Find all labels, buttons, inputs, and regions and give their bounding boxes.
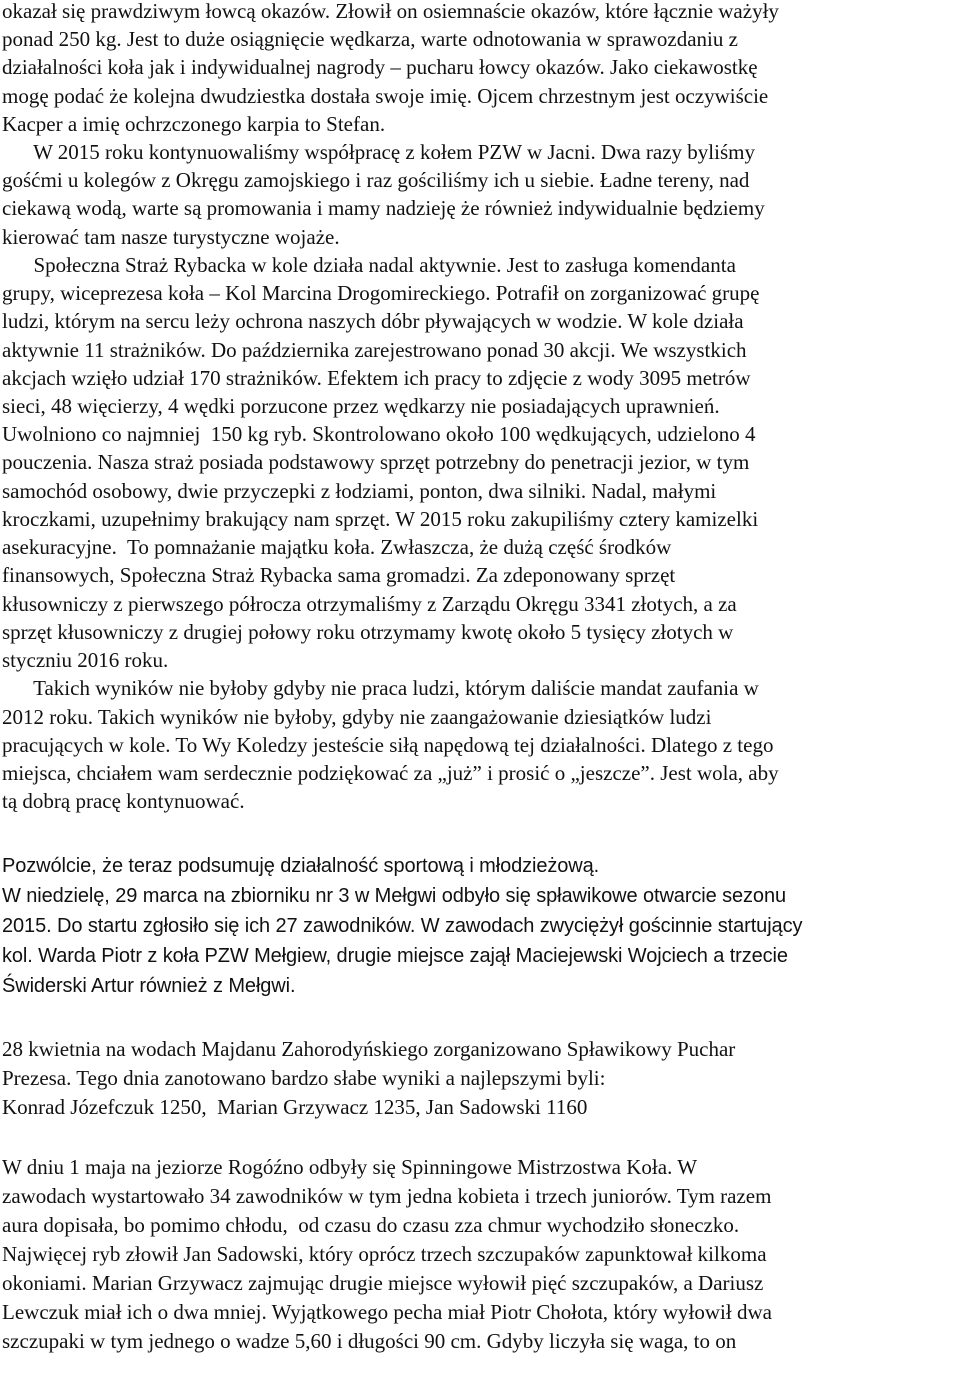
text-line: Najwięcej ryb złowił Jan Sadowski, który oprócz trzech szczupaków zapunktował kilkoma	[2, 1242, 767, 1266]
text-line: aktywnie 11 strażników. Do października zarejestrowano ponad 30 akcji. We wszystkich	[2, 338, 747, 362]
text-line: zawodach wystartowało 34 zawodników w tym jedna kobieta i trzech juniorów. Tym razem	[2, 1184, 772, 1208]
text-line: gośćmi u kolegów z Okręgu zamojskiego i raz gościliśmy ich u siebie. Ładne tereny, nad	[2, 168, 750, 192]
text-line: W niedzielę, 29 marca na zbiorniku nr 3 w Mełgwi odbyło się spławikowe otwarcie sezonu	[2, 885, 786, 907]
text-line: Konrad Józefczuk 1250, Marian Grzywacz 1235, Jan Sadowski 1160	[2, 1095, 588, 1119]
text-line: kol. Warda Piotr z koła PZW Mełgiew, drugie miejsce zajął Maciejewski Wojciech a trzecie	[2, 945, 788, 967]
text-line: działalności koła jak i indywidualnej nagrody – pucharu łowcy okazów. Jako ciekawostkę	[2, 55, 758, 79]
text-line: pouczenia. Nasza straż posiada podstawowy sprzęt potrzebny do penetracji jezior, w tym	[2, 450, 750, 474]
text-line: kierować tam nasze turystyczne wojaże.	[2, 225, 340, 249]
text-line: Kacper a imię ochrzczonego karpia to Stefan.	[2, 112, 386, 136]
text-line: tą dobrą pracę kontynuować.	[2, 789, 245, 813]
text-line: 28 kwietnia na wodach Majdanu Zahorodyńskiego zorganizowano Spławikowy Puchar	[2, 1037, 736, 1061]
text-line: Uwolniono co najmniej 150 kg ryb. Skontrolowano około 100 wędkujących, udzielono 4	[2, 422, 756, 446]
text-line: Lewczuk miał ich o dwa mniej. Wyjątkowego pecha miał Piotr Chołota, który wyłowił dwa	[2, 1300, 772, 1324]
text-line: sieci, 48 więcierzy, 4 wędki porzucone przez wędkarzy nie posiadających uprawnień.	[2, 394, 720, 418]
text-line: styczniu 2016 roku.	[2, 648, 169, 672]
text-line: samochód osobowy, dwie przyczepki z łodziami, ponton, dwa silniki. Nadal, małymi	[2, 479, 717, 503]
text-line: szczupaki w tym jednego o wadze 5,60 i długości 90 cm. Gdyby liczyła się waga, to on	[2, 1329, 737, 1353]
text-line: 2015. Do startu zgłosiło się ich 27 zawodników. W zawodach zwyciężył gościnnie startujący	[2, 915, 803, 937]
text-line: 2012 roku. Takich wyników nie byłoby, gdyby nie zaangażowanie dziesiątków ludzi	[2, 705, 712, 729]
text-line: aura dopisała, bo pomimo chłodu, od czasu do czasu zza chmur wychodziło słoneczko.	[2, 1213, 740, 1237]
text-line: okazał się prawdziwym łowcą okazów. Złowił on osiemnaście okazów, które łącznie ważyły	[2, 0, 779, 23]
text-line: kroczkami, uzupełnimy brakujący nam sprzęt. W 2015 roku zakupiliśmy cztery kamizelki	[2, 507, 759, 531]
text-line: W 2015 roku kontynuowaliśmy współpracę z kołem PZW w Jacni. Dwa razy byliśmy	[2, 140, 755, 164]
text-line: akcjach wzięło udział 170 strażników. Efektem ich pracy to zdjęcie z wody 3095 metrów	[2, 366, 751, 390]
text-line: ciekawą wodą, warte są promowania i mamy nadzieję że również indywidualnie będziemy	[2, 196, 765, 220]
text-line: okoniami. Marian Grzywacz zajmując drugie miejsce wyłowił pięć szczupaków, a Dariusz	[2, 1271, 764, 1295]
text-line: Społeczna Straż Rybacka w kole działa nadal aktywnie. Jest to zasługa komendanta	[2, 253, 736, 277]
text-line: ludzi, którym na sercu leży ochrona naszych dóbr pływających w wodzie. W kole działa	[2, 309, 744, 333]
text-line: miejsca, chciałem wam serdecznie podziękować za „już” i prosić o „jeszcze”. Jest wola, aby	[2, 761, 779, 785]
text-line: grupy, wiceprezesa koła – Kol Marcina Drogomireckiego. Potrafił on zorganizować grupę	[2, 281, 760, 305]
text-line: Takich wyników nie byłoby gdyby nie praca ludzi, którym daliście mandat zaufania w	[2, 676, 759, 700]
text-line: mogę podać że kolejna dwudziestka dostała swoje imię. Ojcem chrzestnym jest oczywiście	[2, 84, 769, 108]
text-line: Świderski Artur również z Mełgwi.	[2, 975, 296, 997]
text-line: Prezesa. Tego dnia zanotowano bardzo słabe wyniki a najlepszymi byli:	[2, 1066, 606, 1090]
text-line: Pozwólcie, że teraz podsumuję działalność sportową i młodzieżową.	[2, 855, 600, 877]
text-line: kłusowniczy z pierwszego półrocza otrzymaliśmy z Zarządu Okręgu 3341 złotych, a za	[2, 592, 737, 616]
text-line: asekuracyjne. To pomnażanie majątku koła. Zwłaszcza, że dużą część środków	[2, 535, 672, 559]
text-line: sprzęt kłusowniczy z drugiej połowy roku otrzymamy kwotę około 5 tysięcy złotych w	[2, 620, 734, 644]
text-line: finansowych, Społeczna Straż Rybacka sama gromadzi. Za zdeponowany sprzęt	[2, 563, 676, 587]
text-line: W dniu 1 maja na jeziorze Rogóźno odbyły się Spinningowe Mistrzostwa Koła. W	[2, 1155, 698, 1179]
text-line: ponad 250 kg. Jest to duże osiągnięcie wędkarza, warte odnotowania w sprawozdaniu z	[2, 27, 738, 51]
text-line: pracujących w kole. To Wy Koledzy jesteście siłą napędową tej działalności. Dlatego z tego	[2, 733, 774, 757]
